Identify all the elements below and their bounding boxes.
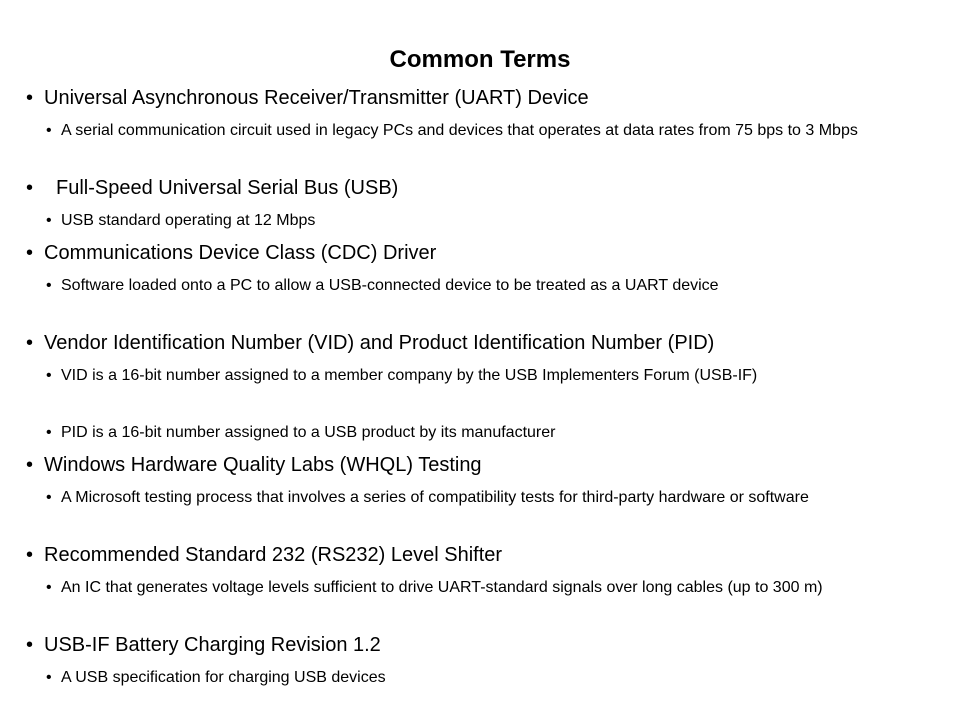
bullet: •	[46, 277, 52, 294]
slide-title: Common Terms	[389, 46, 571, 73]
term-detail	[46, 364, 866, 388]
bullet: •	[26, 87, 34, 109]
term-label: Vendor Identification Number (VID) and Product Identification Number (PID)	[44, 332, 715, 354]
term-label: Recommended Standard 232 (RS232) Level Shifter	[44, 544, 503, 566]
term-detail	[46, 486, 866, 510]
bullet: •	[46, 424, 52, 441]
term-detail	[46, 274, 866, 298]
term-item	[26, 453, 906, 477]
term-label: Universal Asynchronous Receiver/Transmitter (UART) Device	[44, 87, 589, 109]
bullet: •	[46, 669, 52, 686]
term-detail-text: A USB specification for charging USB devices	[61, 669, 386, 686]
bullet: •	[26, 242, 34, 264]
term-item	[26, 241, 906, 265]
bullet: •	[26, 332, 34, 354]
bullet: •	[26, 634, 34, 656]
bullet: •	[46, 579, 52, 596]
term-label: Full-Speed Universal Serial Bus (USB)	[56, 177, 399, 199]
bullet: •	[26, 544, 34, 566]
bullet: •	[46, 212, 52, 229]
term-label: Windows Hardware Quality Labs (WHQL) Testing	[44, 454, 482, 476]
term-item	[26, 543, 906, 567]
bullet: •	[26, 177, 34, 199]
term-item	[26, 331, 906, 355]
bullet: •	[46, 489, 52, 506]
bullet: •	[26, 454, 34, 476]
term-detail-text: A Microsoft testing process that involves a series of compatibility tests for third-party hardware or software	[61, 489, 809, 506]
term-detail	[46, 576, 866, 600]
term-item	[26, 633, 906, 657]
term-label: USB-IF Battery Charging Revision 1.2	[44, 634, 381, 656]
term-detail-text: A serial communication circuit used in legacy PCs and devices that operates at data rates from 75 bps to 3 Mbps	[61, 122, 858, 139]
term-detail	[46, 421, 866, 445]
term-detail	[46, 119, 866, 143]
term-detail-text: USB standard operating at 12 Mbps	[61, 212, 316, 229]
term-detail-text: An IC that generates voltage levels sufficient to drive UART-standard signals over long cables (up to 300 m)	[61, 579, 823, 596]
term-detail	[46, 666, 866, 690]
bullet: •	[46, 367, 52, 384]
term-detail-text: VID is a 16-bit number assigned to a member company by the USB Implementers Forum (USB-IF)	[61, 367, 758, 384]
bullet: •	[46, 122, 52, 139]
term-detail-text: PID is a 16-bit number assigned to a USB product by its manufacturer	[61, 424, 556, 441]
term-detail	[46, 209, 866, 233]
term-detail-text: Software loaded onto a PC to allow a USB-connected device to be treated as a UART device	[61, 277, 719, 294]
term-item	[26, 176, 906, 200]
term-item	[26, 86, 906, 110]
term-label: Communications Device Class (CDC) Driver	[44, 242, 437, 264]
